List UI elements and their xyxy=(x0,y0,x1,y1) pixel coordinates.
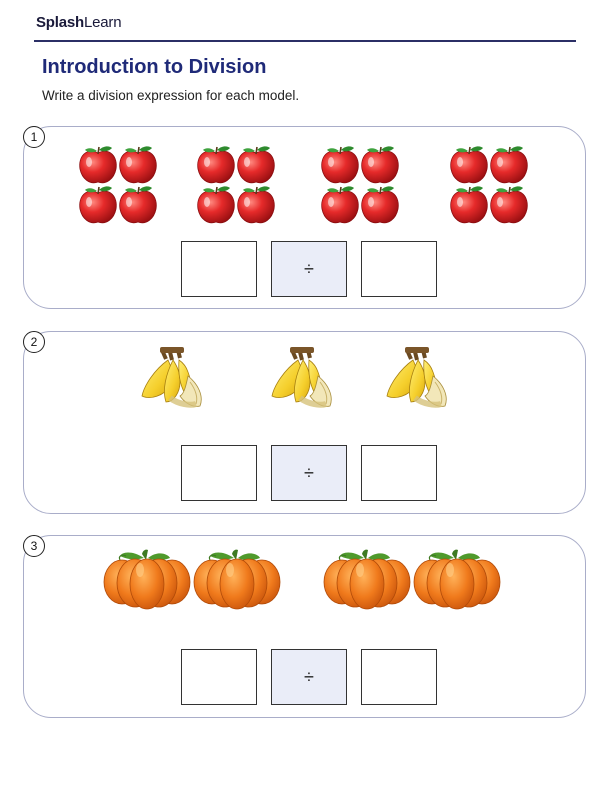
brand-splash: Splash xyxy=(36,14,84,31)
apple-group-4 xyxy=(449,145,531,229)
problem-1-operator-box: ÷ xyxy=(271,241,347,297)
apple-group-1 xyxy=(78,145,160,229)
banana-bunch-1 xyxy=(140,346,210,412)
header-divider xyxy=(34,40,576,42)
problem-2-number: 2 xyxy=(23,331,45,353)
page-title: Introduction to Division xyxy=(42,56,267,78)
apple-group-2 xyxy=(196,145,278,229)
problem-3-dividend-box[interactable] xyxy=(181,649,257,705)
problem-1-divisor-box[interactable] xyxy=(361,241,437,297)
banana-bunch-2 xyxy=(270,346,340,412)
problem-1-number: 1 xyxy=(23,126,45,148)
pumpkin-group-2 xyxy=(322,548,504,620)
apple-icon xyxy=(80,146,117,182)
problem-2-dividend-box[interactable] xyxy=(181,445,257,501)
problem-3-number: 3 xyxy=(23,535,45,557)
apple-group-3 xyxy=(320,145,402,229)
problem-2-operator-box: ÷ xyxy=(271,445,347,501)
problem-3-operator-box: ÷ xyxy=(271,649,347,705)
problem-1-dividend-box[interactable] xyxy=(181,241,257,297)
page-instructions: Write a division expression for each model. xyxy=(42,88,300,103)
problem-2-divisor-box[interactable] xyxy=(361,445,437,501)
brand-logo xyxy=(36,14,121,31)
pumpkin-group-1 xyxy=(102,548,284,620)
banana-bunch-3 xyxy=(385,346,455,412)
problem-3-divisor-box[interactable] xyxy=(361,649,437,705)
brand-learn: Learn xyxy=(83,14,122,31)
